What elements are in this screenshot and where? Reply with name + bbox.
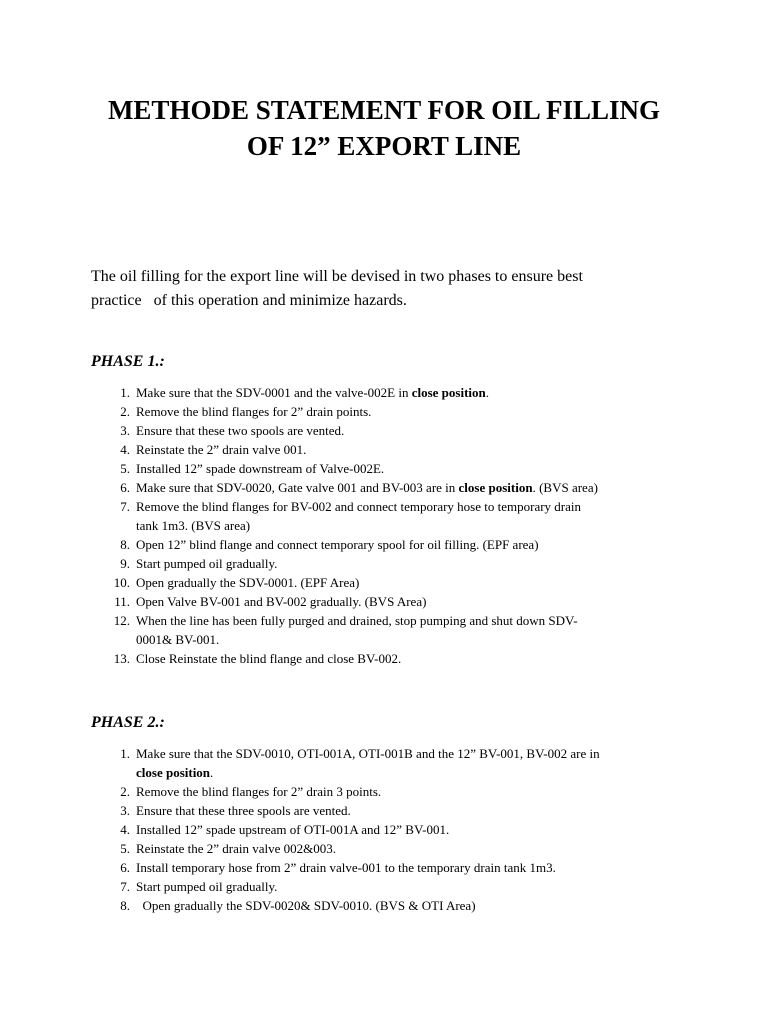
step-text: Installed 12” spade upstream of OTI-001A and 12” BV-001. [136,822,450,837]
step-number: 9. [120,556,130,571]
list-item [0,896,676,915]
step-text: Start pumped oil gradually. [136,879,278,894]
step-number: 5. [120,461,130,476]
step-emphasis: close position [411,385,486,400]
step-text: Open 12” blind flange and connect temporary spool for oil filling. (EPF area) [136,537,539,552]
step-emphasis: close position [136,765,211,780]
list-item [0,497,676,535]
list-item [0,592,676,611]
list-item [0,478,676,497]
phase-1-heading: PHASE 1.: [91,353,165,370]
step-number: 3. [120,423,130,438]
step-number: 1. [120,385,130,400]
step-number: 12. [113,613,130,628]
step-text: Ensure that these three spools are vented. [136,803,351,818]
list-item [0,573,676,592]
step-text: Installed 12” spade downstream of Valve-002E. [136,461,385,476]
phase-2-steps [0,744,676,915]
step-number: 8. [120,898,130,913]
step-number: 13. [113,651,130,666]
list-item [0,421,676,440]
step-text: . [210,765,214,780]
step-text: Ensure that these two spools are vented. [136,423,345,438]
step-text: Make sure that SDV-0020, Gate valve 001 and BV-003 are in [136,480,459,495]
list-item [0,459,676,478]
list-item [0,440,676,459]
step-text: Reinstate the 2” drain valve 001. [136,442,307,457]
phase-2-heading: PHASE 2.: [91,714,165,731]
step-number: 4. [120,442,130,457]
step-number: 6. [120,480,130,495]
step-number: 11. [114,594,130,609]
list-item [0,782,676,801]
step-text: Close Reinstate the blind flange and close BV-002. [136,651,402,666]
step-number: 7. [120,499,130,514]
step-number: 8. [120,537,130,552]
step-text: Reinstate the 2” drain valve 002&003. [136,841,337,856]
step-emphasis: close position [458,480,533,495]
list-item [0,611,676,649]
list-item [0,858,676,877]
step-text: Install temporary hose from 2” drain valve-001 to the temporary drain tank 1m3. [136,860,556,875]
step-number: 6. [120,860,130,875]
list-item [0,402,676,421]
step-number: 2. [120,404,130,419]
list-item [0,554,676,573]
step-number: 2. [120,784,130,799]
list-item [0,744,676,782]
step-text: Open gradually the SDV-0020& SDV-0010. (BVS & OTI Area) [136,898,476,913]
step-text-continued: 0001& BV-001. [136,632,220,647]
step-text: Make sure that the SDV-0001 and the valve-002E in [136,385,412,400]
step-text: Remove the blind flanges for BV-002 and connect temporary hose to temporary drain [136,499,582,514]
list-item [0,839,676,858]
step-text: Open Valve BV-001 and BV-002 gradually. (BVS Area) [136,594,427,609]
step-text: Open gradually the SDV-0001. (EPF Area) [136,575,360,590]
step-text: When the line has been fully purged and drained, stop pumping and shut down SDV- [136,613,578,628]
phase-1-steps [0,383,676,668]
step-text: Make sure that the SDV-0010, OTI-001A, OTI-001B and the 12” BV-001, BV-002 are in [136,746,600,761]
list-item [0,383,676,402]
step-number: 3. [120,803,130,818]
step-text-continued: tank 1m3. (BVS area) [136,518,251,533]
step-text: Remove the blind flanges for 2” drain points. [136,404,372,419]
step-text: Start pumped oil gradually. [136,556,278,571]
title-line-1: METHODE STATEMENT FOR OIL FILLING [107,95,661,125]
step-text: . [485,385,490,400]
list-item [0,877,676,896]
step-number: 10. [113,575,130,590]
step-number: 1. [120,746,130,761]
title-line-2: OF 12” EXPORT LINE [246,131,522,161]
list-item [0,535,676,554]
step-text: . (BVS area) [532,480,598,495]
list-item [0,649,676,668]
step-number: 7. [120,879,130,894]
intro-line-1: The oil filling for the export line will be devised in two phases to ensure best [91,268,583,285]
document-title [0,92,768,164]
step-number: 5. [120,841,130,856]
list-item [0,801,676,820]
step-text: Remove the blind flanges for 2” drain 3 points. [136,784,382,799]
step-number: 4. [120,822,130,837]
list-item [0,820,676,839]
intro-paragraph [91,265,691,313]
intro-line-2: practice of this operation and minimize hazards. [91,292,407,309]
